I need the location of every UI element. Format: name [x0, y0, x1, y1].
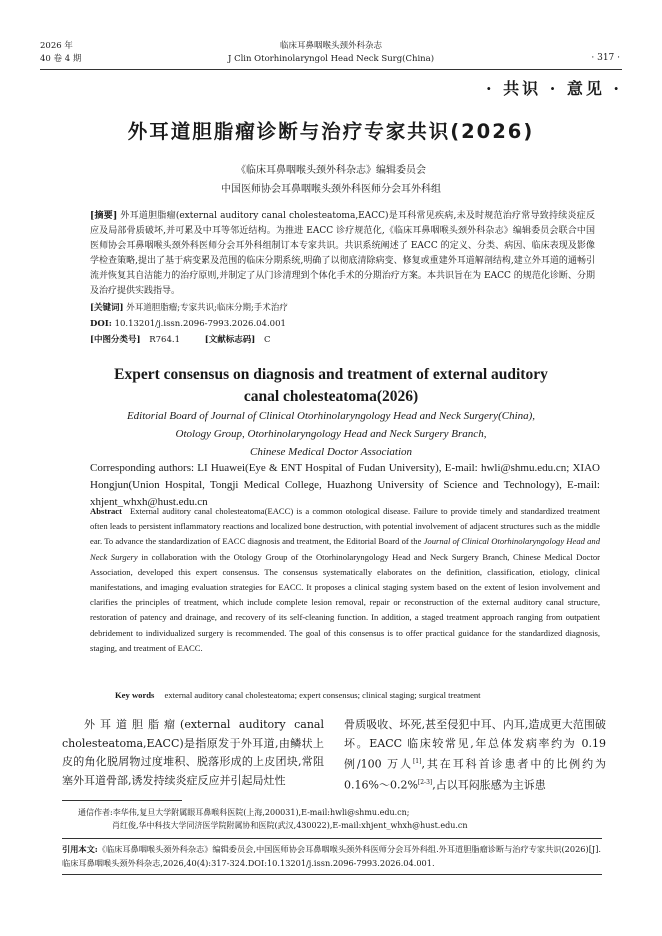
- doi-label: DOI:: [90, 319, 112, 329]
- citation-text: 《临床耳鼻咽喉头颈外科杂志》编辑委员会,中国医师协会耳鼻咽喉头颈外科医师分会耳外科组.外耳道胆脂瘤诊断与治疗专家共识(2026)[J].临床耳鼻咽喉头颈外科杂志,2026,40(4):317-324.DOI:10.13201/j.issn.2096-7993.2026.04.001.: [62, 844, 601, 868]
- body-right-c: ,占以耳闷胀感为主诉患: [432, 778, 546, 792]
- classification-line: [90, 334, 270, 347]
- author-line-1: 《临床耳鼻咽喉头颈外科杂志》编辑委员会: [236, 165, 426, 176]
- correspondence-footnote: [78, 806, 618, 832]
- footnote-line-2: 肖红俊,华中科技大学同济医学院附属协和医院(武汉,430022),E-mail:xhjent_whxh@hust.edu.cn: [112, 821, 468, 830]
- abstract-en-label: Abstract: [90, 506, 122, 516]
- doc-code-label: [文献标志码]: [204, 335, 256, 345]
- keywords-en: [115, 690, 481, 700]
- journal-name-en: J Clin Otorhinolaryngol Head Neck Surg(China): [227, 54, 435, 64]
- abstract-en-journal: Journal of Clinical Otorhinolaryngology Head and Neck Surgery: [90, 536, 600, 562]
- abstract-cn-text: 外耳道胆脂瘤(external auditory canal cholesteatoma,EACC)是耳科常见疾病,未及时规范治疗常导致持续炎症反应及局部骨质破坏,并可累及中耳等邻近结构。为推进 EACC 诊疗规范化,《临床耳鼻咽喉头颈外科杂志》编辑委员会联合中国医师协会耳鼻咽喉头颈外科医师分会耳外科组制订本专家共识。共识系统阐述了 EACC 的定义、分类、病因、临床表现及影像学检查策略,提出了基于病变累及范围的临床分期系统,明确了以彻底清除病变、修复或重建外耳道解剖结构,建立外耳道的通畅引流并恢复其自洁能力的治疗原则,并制定了从门诊清理到个体化手术的分期治疗方案。本共识旨在为 EACC 的规范化诊断、分期及治疗提供实践指导。: [90, 211, 595, 296]
- clc-value: R764.1: [149, 335, 180, 345]
- body-right-b: ,其在耳科首诊患者中的比例约为 0.16%～0.2%: [344, 757, 606, 792]
- clc-label: [中图分类号]: [90, 335, 141, 345]
- body-column-left: 外耳道胆脂瘤(external auditory canal cholesteatoma,EACC)是指原发于外耳道,由鳞状上皮的角化脱屑物过度堆积、脱落形成的上皮团块,常阻塞外耳道骨部,诱发持续炎症反应并引起局灶性: [62, 718, 324, 787]
- page-number: · 317 ·: [591, 53, 620, 63]
- board-line-1: Editorial Board of Journal of Clinical Otorhinolaryngology Head and Neck Surgery(China),: [126, 410, 536, 422]
- title-en-line-1: Expert consensus on diagnosis and treatment of external auditory: [114, 366, 548, 383]
- section-tag: · 共识 · 意见 ·: [486, 79, 622, 98]
- editorial-board-en: [60, 407, 602, 461]
- journal-name-cn: 临床耳鼻咽喉头颈外科杂志: [279, 41, 382, 51]
- keywords-cn-text: 外耳道胆脂瘤;专家共识;临床分期;手术治疗: [126, 303, 288, 313]
- reference-2-3[interactable]: [2-3]: [417, 779, 433, 787]
- keywords-cn-label: [关键词]: [90, 303, 124, 313]
- board-line-2: Otology Group, Otorhinolaryngology Head and Neck Surgery Branch,: [175, 428, 487, 440]
- keywords-cn: [90, 302, 288, 315]
- running-header: [0, 40, 662, 66]
- keywords-en-label: Key words: [115, 690, 155, 700]
- reference-1[interactable]: [1]: [412, 758, 422, 765]
- footnote-divider: [62, 800, 182, 801]
- article-title-en: [60, 364, 602, 408]
- corresponding-authors: Corresponding authors: LI Huawei(Eye & ENT Hospital of Fudan University), E-mail: hwli@shmu.edu.cn; XIAO Hongjun(Union Hospital, Tongji Medical College, Huazhong University of Science and Technology), E-mail: xhjent_whxh@hust.edu.cn: [90, 462, 600, 508]
- abstract-en: [90, 504, 600, 656]
- header-divider: [40, 69, 622, 70]
- footnote-line-1: 通信作者:李华伟,复旦大学附属眼耳鼻喉科医院(上海,200031),E-mail:hwli@shmu.edu.cn;: [78, 808, 410, 817]
- body-column-right: [344, 716, 606, 795]
- abstract-cn: [90, 209, 595, 299]
- doi-line: [90, 318, 286, 331]
- citation-label: 引用本文:: [62, 844, 98, 854]
- issue-year: 2026 年: [40, 41, 73, 51]
- abstract-en-part1: External auditory canal cholesteatoma(EACC) is a common otological disease. Failure to provide timely and standardized treatment often leads to persistent inflammatory reactions and localized bone destruction, with potential involvement of adjacent structures such as the middle ear. To advance the standardization of EACC diagnosis and treatment, the Editorial Board of the: [90, 506, 600, 547]
- keywords-en-text: external auditory canal cholesteatoma; expert consensus; clinical staging; surgical treatment: [164, 690, 481, 700]
- abstract-en-part2: in collaboration with the Otology Group of the Otorhinolaryngology Head and Neck Surgery Branch, Chinese Medical Doctor Association, developed this expert consensus. The consensus systematically elaborates on the definition, classification, etiology, clinical manifestations, and imaging evaluation strategies for EACC. It proposes a clinical staging system based on the extent of lesion involvement and clarifies the principles of treatment, which include complete lesion removal, repair or reconstruction of the external auditory canal structure, restoration of patency and drainage, and recovery of its self-cleaning function. In addition, a staged treatment approach ranging from outpatient debridement to individualized surgery is recommended. The goal of this consensus is to offer practical guidance for the standardized diagnosis, staging, and treatment of EACC.: [90, 551, 600, 653]
- title-en-line-2: canal cholesteatoma(2026): [243, 388, 419, 405]
- author-line-2: 中国医师协会耳鼻咽喉头颈外科医师分会耳外科组: [221, 184, 441, 195]
- abstract-cn-label: [摘要]: [90, 211, 118, 221]
- board-line-3: Chinese Medical Doctor Association: [249, 446, 413, 458]
- doc-code-value: C: [263, 335, 271, 345]
- issue-volume: 40 卷 4 期: [40, 54, 82, 64]
- citation-box: [62, 838, 602, 875]
- doi-value: 10.13201/j.issn.2096-7993.2026.04.001: [114, 319, 286, 329]
- article-title-cn: 外耳道胆脂瘤诊断与治疗专家共识(2026): [127, 120, 535, 143]
- body-right-a: 骨质吸收、坏死,甚至侵犯中耳、内耳,造成更大范围破坏。EACC 临床较常见,年总体发病率约为 0.19 例/100 万人: [344, 718, 606, 771]
